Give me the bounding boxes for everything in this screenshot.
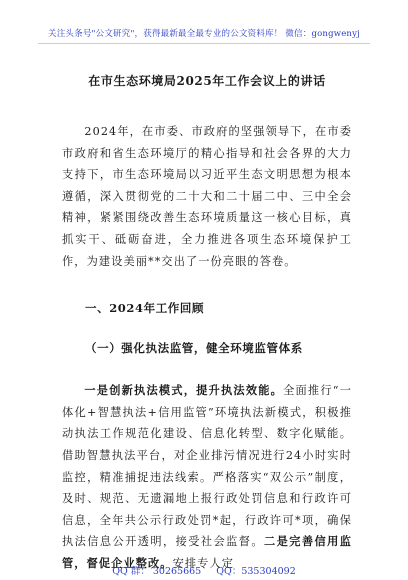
lead-phrase-2: 二是完善信用监管，督促企业整改。 [62, 534, 352, 570]
paragraph-body-2: 安排专人定 [172, 556, 235, 570]
section-heading-review: 一、2024年工作回顾 [85, 301, 205, 316]
page-footer [0, 563, 408, 577]
header-divider [38, 43, 370, 44]
footer-qq-group: QQ 群： 30265665 [112, 566, 202, 577]
enforcement-paragraph [62, 380, 352, 574]
intro-paragraph: 2024年，在市委、市政府的坚强领导下，在市委市政府和省生态环境厅的精心指导和社会各界的大力支持下，市生态环境局以习近平生态文明思想为根本遵循，深入贯彻党的二十大和二十届二中、三中全会精神，紧紧围绕改善生态环境质量这一核心目标，真抓实干、砥砺奋进，全力推进各项生态环境保护工作，为建设美丽**交出了一份亮眼的答卷。 [62, 125, 352, 268]
document-body [62, 72, 352, 575]
footer-qq-contact: QQ：535304092 [216, 566, 296, 577]
paragraph-body-1: 全面推行“一体化+智慧执法+信用监管”环境执法新模式，积极推动执法工作规范化建设、信息化转型、数字化赋能。借助智慧执法平台，对企业排污情况进行24小时实时监控，精准捕捉违法线索。严格落实“双公示”制度，及时、规范、无遗漏地上报行政处罚信息和行政许可信息，全年共公示行政处罚*起，行政许可*项，确保执法信息公开透明，接受社会监督。 [62, 384, 352, 549]
page-header [0, 0, 408, 50]
document-title: 在市生态环境局2025年工作会议上的讲话 [88, 74, 326, 88]
header-promo-text: 关注头条号"公文研究"，获得最新最全最专业的公文资料库！ 微信：gongwenyj [48, 29, 360, 39]
lead-phrase-1: 一是创新执法模式，提升执法效能。 [84, 383, 284, 398]
subsection-heading-enforcement: （一）强化执法监管，健全环境监管体系 [85, 341, 303, 356]
